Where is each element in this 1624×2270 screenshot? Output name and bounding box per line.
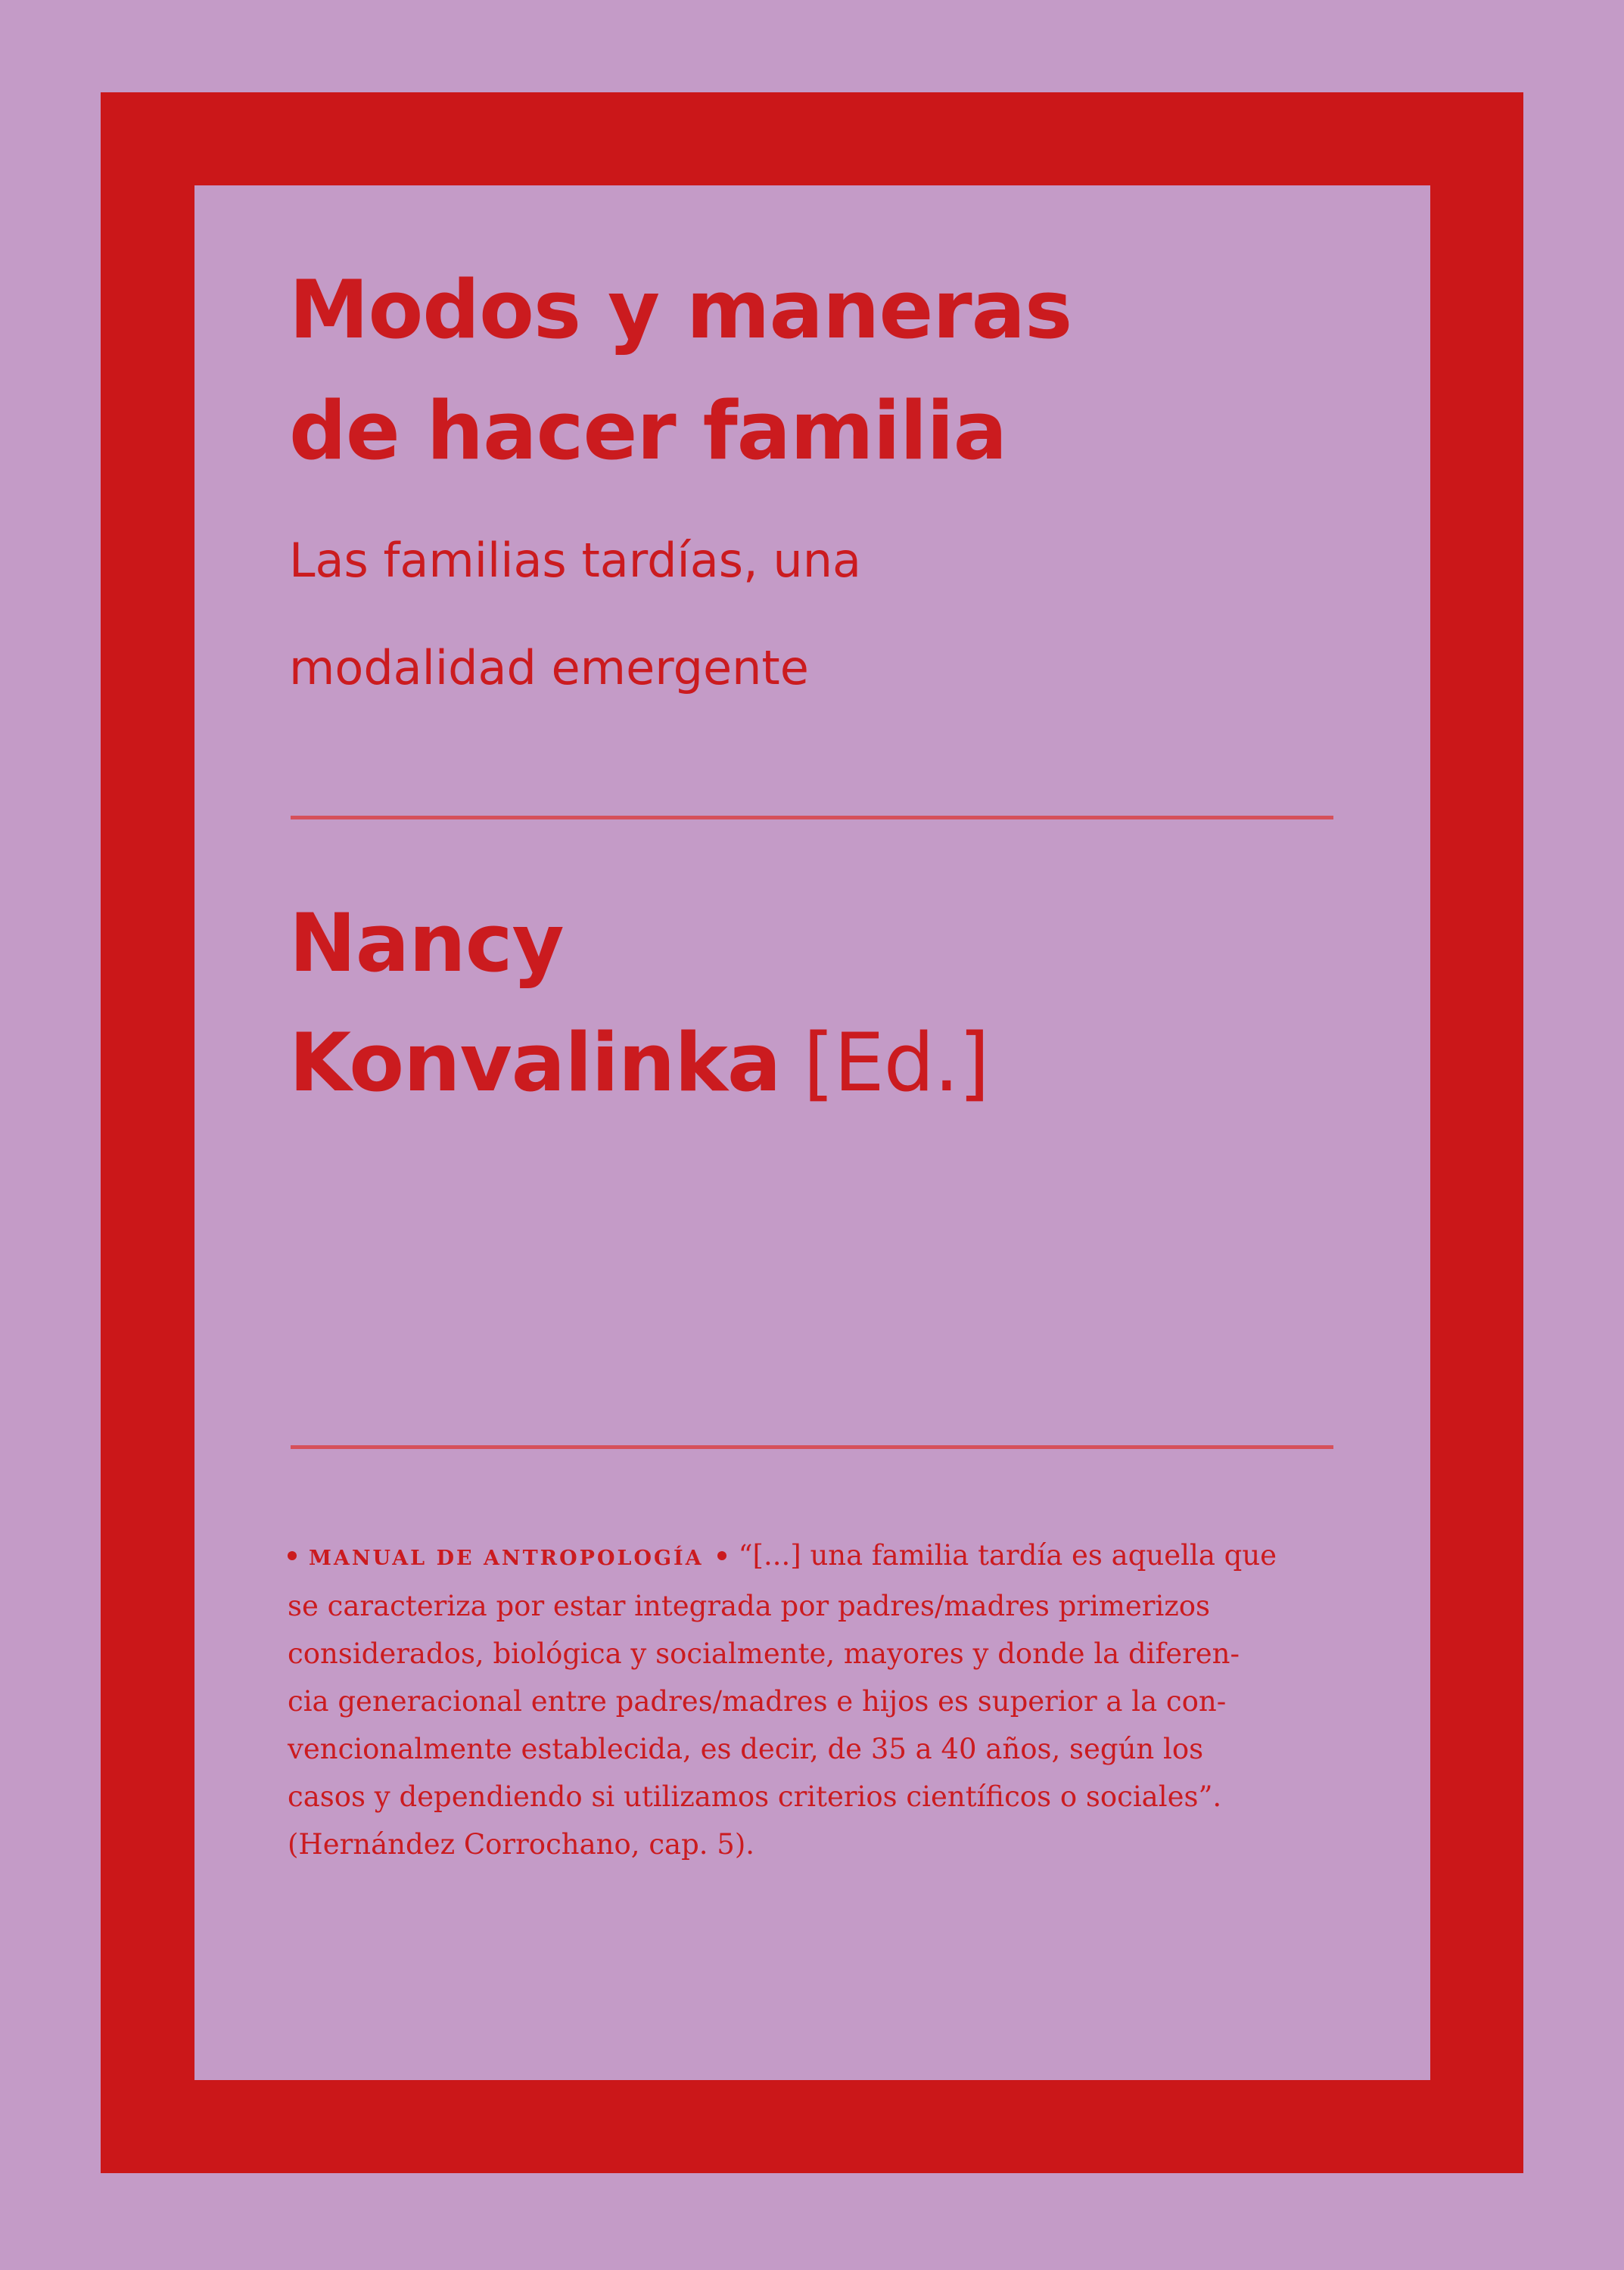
author-last-line [289,1003,989,1123]
bullet-icon [717,1551,726,1560]
book-title-line-1: Modos y maneras [289,263,1072,356]
book-title [289,250,1072,492]
quote-line: vencionalmente establecida, es decir, de 35 a 40 años, según los [288,1733,1204,1765]
bullet-icon [288,1551,297,1560]
divider-top [291,816,1333,819]
book-title-line-2: de hacer familia [289,384,1007,477]
author-block [289,884,989,1123]
quote-line: casos y dependiendo si utilizamos criterios científicos o sociales”. [288,1780,1222,1813]
quote-line: se caracteriza por estar integrada por padres/madres primerizos [288,1590,1211,1622]
divider-bottom [291,1445,1333,1449]
book-subtitle [289,507,861,722]
quote-line: considerados, biológica y socialmente, mayores y donde la diferen- [288,1637,1240,1670]
blurb-line-1 [288,1531,1347,1582]
quote-first-line: “[...] una familia tardía es aquella que [738,1539,1277,1572]
back-blurb [288,1531,1347,1868]
author-last-name: Konvalinka [289,1016,781,1109]
book-subtitle-line-1: Las familias tardías, una [289,533,862,588]
series-name: MANUAL DE ANTROPOLOGÍA [309,1547,704,1570]
book-subtitle-line-2: modalidad emergente [289,640,809,695]
author-first-name: Nancy [289,897,564,990]
editor-mark: [Ed.] [803,1016,990,1109]
quote-line: cia generacional entre padres/madres e hijos es superior a la con- [288,1685,1227,1718]
quote-citation: (Hernández Corrochano, cap. 5). [288,1828,755,1861]
